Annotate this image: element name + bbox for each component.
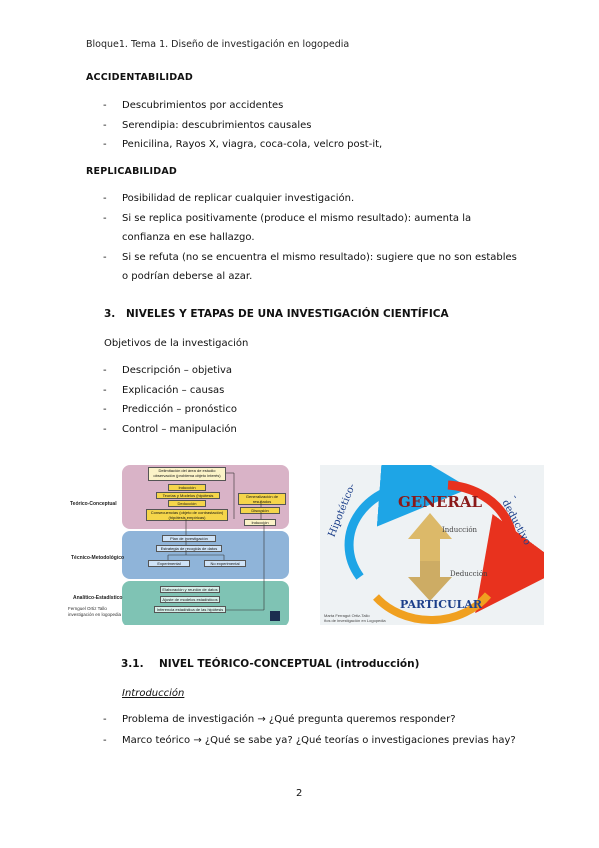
- list-item: - Descripción – objetiva: [103, 361, 237, 381]
- box-ajuste: Ajuste de modelos estadísticos: [160, 596, 220, 603]
- list-item: - Penicilina, Rayos X, viagra, coca-cola, velcro post-it,: [103, 135, 382, 155]
- section-3-1-list: [103, 710, 516, 750]
- induccion-label: Inducción: [442, 526, 478, 534]
- box-induccion: Inducción: [168, 484, 206, 491]
- deductivo-label: -deductivo: [499, 492, 533, 548]
- level-label: Analítico-Estadístico: [73, 595, 123, 601]
- running-header: Bloque1. Tema 1. Diseño de investigación en logopedia: [86, 39, 350, 50]
- box-consecuencias: Consecuencias (objeto de contrastación) (hipótesis empíricas): [146, 509, 228, 521]
- section-number: 3.: [104, 308, 116, 320]
- box-experimental: Experimental: [148, 560, 190, 567]
- box-discusion: Discusión: [240, 507, 280, 514]
- box-teorias: Teorías y Modelos (hipótesis: [156, 492, 220, 499]
- list-item: - Problema de investigación → ¿Qué pregunta queremos responder?: [103, 710, 516, 730]
- objetivos-list: [103, 361, 237, 439]
- box-deduccion: Deducción: [168, 500, 206, 507]
- intro-subheading: Introducción: [122, 688, 185, 699]
- section-title: NIVEL TEÓRICO-CONCEPTUAL (introducción): [159, 658, 420, 670]
- box-generalizacion: Generalización de resultados: [238, 493, 286, 505]
- box-elaboracion: Elaboración y reunión de datos: [160, 586, 220, 593]
- figure-credit: Fernguel Ortiz Tallo investigación en logopedia: [68, 606, 122, 617]
- box-plan: Plan de investigación: [162, 535, 216, 542]
- research-levels-diagram: [64, 465, 289, 625]
- section-title: NIVELES Y ETAPAS DE UNA INVESTIGACIÓN CIENTÍFICA: [126, 308, 449, 320]
- objetivos-label: Objetivos de la investigación: [104, 338, 249, 349]
- logo-mark: [270, 611, 280, 621]
- section-number: 3.1.: [121, 658, 144, 670]
- box-inferencia: Inferencia estadística de las hipótesis: [154, 606, 226, 613]
- deduction-arrow: [408, 561, 452, 601]
- list-item: - Predicción – pronóstico: [103, 400, 237, 420]
- list-item: - Marco teórico → ¿Qué se sabe ya? ¿Qué teorías o investigaciones previas hay?: [103, 731, 516, 751]
- deduccion-label: Deducción: [450, 570, 488, 578]
- page-number: 2: [296, 788, 303, 799]
- figure-credit: Marta Ferragut Ortiz-Tallo ños de investigación en Logopedia: [324, 613, 386, 623]
- level-label: Teórico-Conceptual: [70, 501, 117, 507]
- level-label: Técnico-Metodológico: [71, 555, 125, 561]
- diagram-connectors: [64, 465, 289, 625]
- section-heading-accidentabilidad: ACCIDENTABILIDAD: [86, 72, 193, 83]
- replicabilidad-list: [103, 189, 522, 287]
- list-item: - Si se refuta (no se encuentra el mismo resultado): sugiere que no son estables o podrían deberse al azar.: [103, 248, 522, 287]
- list-item: - Descubrimientos por accidentes: [103, 96, 382, 116]
- induction-arrow: [408, 513, 452, 561]
- box-induccion-2: Inducción: [244, 519, 276, 526]
- list-item: - Si se replica positivamente (produce el mismo resultado): aumenta la confianza en ese hallazgo.: [103, 209, 522, 248]
- section-heading-replicabilidad: REPLICABILIDAD: [86, 166, 177, 177]
- list-item: - Explicación – causas: [103, 381, 237, 401]
- section-3-1-heading: [121, 658, 419, 670]
- hipotetico-label: Hipotético-: [326, 482, 358, 539]
- accidentabilidad-list: [103, 96, 382, 155]
- general-label: GENERAL: [398, 493, 483, 511]
- list-item: - Control – manipulación: [103, 420, 237, 440]
- box-no-experimental: No experimental: [204, 560, 246, 567]
- section-3-heading: [104, 308, 449, 320]
- box-delimitacion: Delimitación del área de estudio observación (problema objeto interés): [148, 467, 226, 481]
- box-estrategia: Estrategia de recogida de datos: [156, 545, 222, 552]
- particular-label: PARTICULAR: [400, 598, 483, 611]
- list-item: - Serendipia: descubrimientos causales: [103, 116, 382, 136]
- hypothetico-deductive-cycle-diagram: [320, 465, 544, 625]
- list-item: - Posibilidad de replicar cualquier investigación.: [103, 189, 522, 209]
